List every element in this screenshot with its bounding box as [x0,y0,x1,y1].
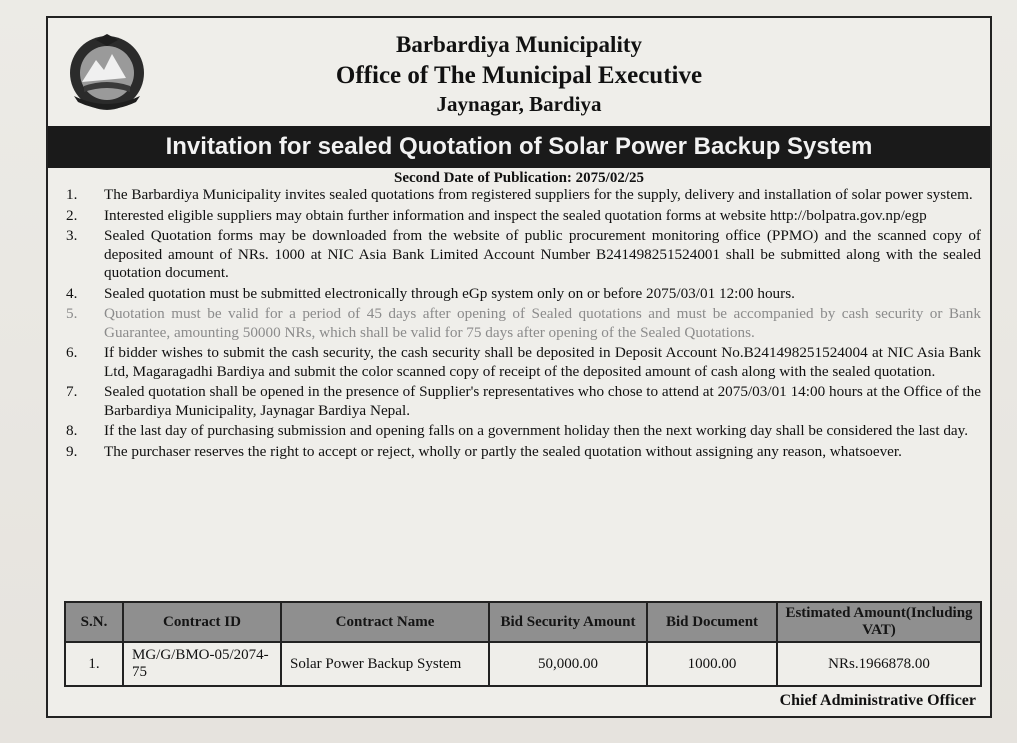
item-number: 9. [66,442,78,460]
cell-bid-document: 1000.00 [647,642,777,686]
item-number: 7. [66,383,78,400]
list-item [66,207,981,226]
list-item [66,186,981,205]
tender-notice [46,16,992,718]
cell-contract-id: MG/G/BMO-05/2074-75 [123,642,281,686]
item-text: The Barbardiya Municipality invites sealed quotations from registered suppliers for the supply, delivery and installation of solar power system. [104,186,973,203]
column-header-bid-security: Bid Security Amount [489,602,647,642]
table-row [65,642,981,686]
item-text: The purchaser reserves the right to accept or reject, wholly or partly the sealed quotation without assigning any reason, whatsoever. [104,442,902,460]
cell-sn: 1. [65,642,123,686]
column-header-contract-id: Contract ID [123,602,281,642]
contract-table [64,601,982,687]
signatory-title: Chief Administrative Officer [779,692,976,709]
item-number: 8. [66,422,78,439]
column-header-estimated-amount: Estimated Amount(Including VAT) [777,602,981,642]
item-number: 5. [66,305,78,322]
column-header-contract-name: Contract Name [281,602,489,642]
office-location: Jaynagar, Bardiya [436,92,602,116]
cell-contract-name: Solar Power Backup System [281,642,489,686]
notice-header [48,18,990,126]
item-number: 2. [66,206,78,224]
list-item [66,227,981,283]
list-item [66,383,981,420]
terms-list [66,186,981,463]
table-header-row [65,602,981,642]
item-text: Sealed quotation shall be opened in the presence of Supplier's representatives who chose to attend at 2075/03/01 14:00 hours at the Office of the Barbardiya Municipality, Jaynagar Bardiya Nepal. [104,383,981,419]
item-number: 1. [66,186,78,203]
item-number: 6. [66,344,78,361]
office-name: Office of The Municipal Executive [335,62,703,89]
column-header-sn: S.N. [65,602,123,642]
cell-bid-security: 50,000.00 [489,642,647,686]
item-text: Quotation must be valid for a period of 45 days after opening of Sealed quotations and must be accompanied by cash security or Bank Guarantee, amounting 50000 NRs, which shall be valid for 75 days after opening of the Sealed Quotations. [104,305,981,341]
cell-estimated-amount: NRs.1966878.00 [777,642,981,686]
item-number: 4. [66,284,78,302]
publication-date: Second Date of Publication: 2075/02/25 [394,170,644,186]
list-item [66,443,981,462]
item-number: 3. [66,227,78,244]
item-text: Sealed quotation must be submitted electronically through eGp system only on or before 2075/03/01 12:00 hours. [104,284,795,302]
list-item [66,344,981,381]
list-item [66,422,981,441]
item-text: If the last day of purchasing submission and opening falls on a government holiday then the next working day shall be considered the last day. [104,422,969,439]
municipality-name: Barbardiya Municipality [396,32,642,57]
item-text: Sealed Quotation forms may be downloaded from the website of public procurement monitoring office (PPMO) and the scanned copy of deposited amount of NRs. 1000 at NIC Asia Bank Limited Account Number B241498251524001 shall be submitted along with the sealed quotation document. [104,227,981,281]
list-item [66,305,981,342]
item-text: If bidder wishes to submit the cash security, the cash security shall be deposited in Deposit Account No.B241498251524004 at NIC Asia Bank Ltd, Magaragadhi Bardiya and submit the color scanned copy of receipt of the deposited amount of cash along with the sealed quotation. [104,344,981,380]
item-text: Interested eligible suppliers may obtain further information and inspect the sealed quotation forms at website http://bolpatra.gov.np/egp [104,206,927,224]
notice-title-banner: Invitation for sealed Quotation of Solar Power Backup System [48,126,990,168]
list-item [66,285,981,304]
column-header-bid-document: Bid Document [647,602,777,642]
